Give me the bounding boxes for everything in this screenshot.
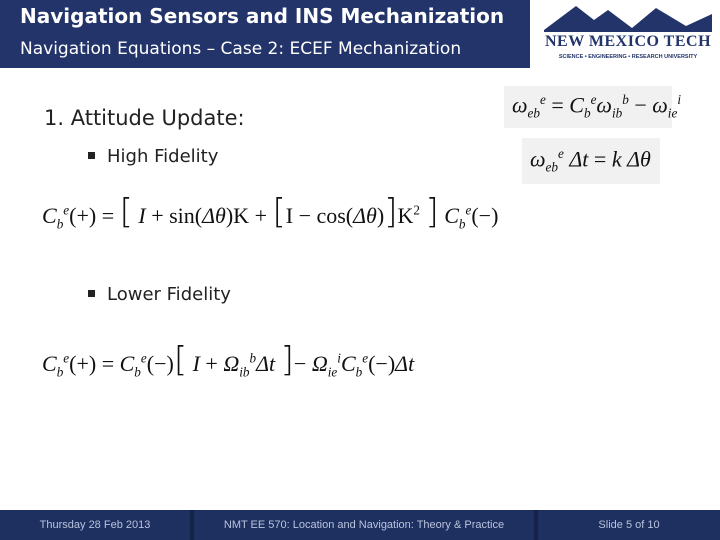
- equation-earth-rate-box: [504, 86, 681, 128]
- svg-text:NEW MEXICO TECH: NEW MEXICO TECH: [544, 33, 712, 50]
- equation-high-fidelity: $C_b^e(+)$ = [ $I + \sin(\Delta\theta)K + [I - \cos(\Delta\theta)]K^2$ ] $C_b^e(-)$: [42, 192, 499, 232]
- equation-lower-fidelity: $C_b^e(+) = C_b^e(-)$[ $I + \Omega_{ib}^b\Delta t$ ]− $\Omega_{ie}^iC_b^e(-)\Delta t$: [42, 340, 415, 380]
- equation-angle-box: [522, 138, 660, 184]
- bullet-lower-fidelity: [88, 284, 231, 305]
- svg-text:SCIENCE • ENGINEERING • RESEAR: SCIENCE • ENGINEERING • RESEARCH UNIVERSITY: [558, 54, 698, 60]
- slide-header: [0, 0, 530, 68]
- slide-footer: [0, 510, 720, 540]
- equation-angle-increment: $\omega_{eb}^e$ Δt = k Δθ: [530, 146, 651, 175]
- bullet-label: Lower Fidelity: [107, 284, 231, 305]
- equation-earth-rate-relation: $\omega_{eb}^e = C_b^e\omega_{ib}^b - \omega_{ie}^i$: [512, 92, 681, 121]
- section-heading: 1. Attitude Update:: [44, 106, 245, 130]
- square-bullet-icon: [88, 152, 95, 159]
- new-mexico-tech-logo: [536, 2, 720, 66]
- slide-subtitle: Navigation Equations – Case 2: ECEF Mechanization: [20, 39, 462, 59]
- square-bullet-icon: [88, 290, 95, 297]
- bullet-high-fidelity: [88, 146, 218, 167]
- logo-graphic: [536, 2, 720, 66]
- footer-slide-number: Slide 5 of 10: [598, 519, 660, 531]
- footer-date: Thursday 28 Feb 2013: [39, 519, 151, 531]
- bullet-label: High Fidelity: [107, 146, 219, 167]
- slide-title: Navigation Sensors and INS Mechanization: [20, 4, 505, 28]
- footer-course: NMT EE 570: Location and Navigation: Theory & Practice: [223, 519, 505, 531]
